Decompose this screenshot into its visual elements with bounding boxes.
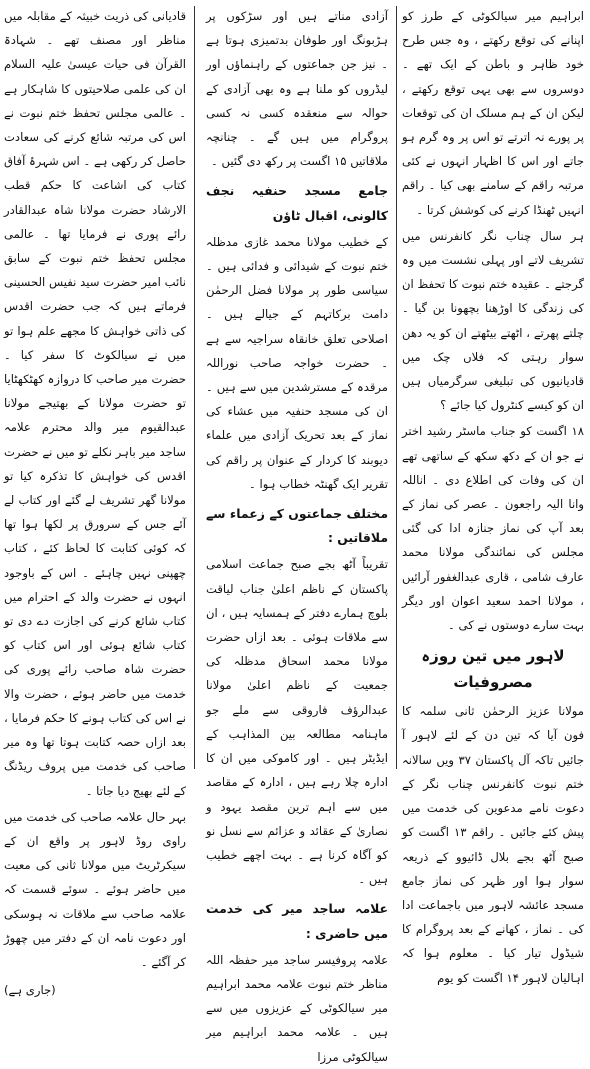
paragraph: قادیانی کی ذریت خبیثہ کے مقابلہ میں مناظر اور مصنف تھے ۔ شہادۃ القرآن فی حیات عیسیٰ علیہ السلام ان کی علمی صلاحیتوں کا شاہکار ہے ۔ عالمی مجلس تحفظ ختم نبوت نے اس کی مرتبہ شائع کرنے کی سعادت حاصل کر رکھی ہے ۔ اس شہرۂ آفاق کتاب کی اشاعت کا حکم قطب الارشاد حضرت مولانا شاہ عبدالقادر رائے پوری نے فرمایا تھا ۔ عالمی مجلس تحفظ ختم نبوت کے سابق نائب امیر حضرت سید نفیس الحسینی فرماتے ہیں کہ جب حضرت اقدس کی ذاتی خواہش کا مجھے علم ہوا تو میں نے سیالکوٹ کا سفر کیا ۔ حضرت میر صاحب کا دروازہ کھٹکھٹایا تو حضرت مولانا کے بھتیجے مولانا عبدالقیوم میر والد محترم علامہ ساجد میر باہر نکلے تو میں نے حضرت اقدس کی خواہش کا تذکرہ کیا تو مولانا گھر تشریف لے گئے اور کتاب لے آئے جس کے سرورق پر لکھا ہوا تھا کہ کوئی کتابت کا لحاظ کئے ، کتاب چھپنی نہیں چاہئے ۔ اس کے باوجود انہوں نے حضرت والد کے احترام میں کتاب شائع کرنے کی اجازت دے دی تو کتاب شائع ہوئی اور اس کتاب کو حضرت شاہ صاحب رائے پوری کی خدمت میں حاضر ہوئے ، حضرت والا نے اس کی کتاب ہونے کا حکم فرمایا ، بعد ازاں حصہ کتابت ہوتا تھا وہ میر صاحب کی خدمت میں پروف ریڈنگ کے لئے بھیج دیا جاتا ۔ bbox=[4, 9, 186, 798]
paragraph: مولانا عزیز الرحمٰن ثانی سلمہ کا فون آیا کہ تین دن کے لئے لاہور آ جائیں تاکہ آل پاکستان ۳۷ ویں سالانہ ختم نبوت کانفرنس چناب نگر کے دعوت نامے مدعوین کی خدمت میں پیش کئے جائیں ۔ راقم ۱۳ اگست کو صبح آٹھ بجے بلال ڈائیوو کے ذریعہ سوار ہوا اور ظہر کی نماز جامع مسجد عائشہ لاہور میں باجماعت ادا کی ۔ نماز ، کھانے کے بعد پروگرام کا شیڈول تیار کیا ۔ معلوم ہوا کہ اہالیان لاہور ۱۴ اگست کو یوم bbox=[402, 704, 584, 985]
paragraph: آزادی مناتے ہیں اور سڑکوں پر ہڑبونگ اور طوفان بدتمیزی ہوتا ہے ۔ نیز جن جماعتوں کے راہنماؤں اور لیڈروں کو ملنا ہے وہ بھی آزادی کے حوالہ سے منعقدہ کسی نہ کسی پروگرام میں ہیں گے ۔ چنانچہ ملاقاتیں ۱۵ اگست پر رکھ دی گئیں ۔ bbox=[206, 9, 388, 169]
paragraph: بہر حال علامہ صاحب کی خدمت میں راوی روڈ لاہور پر واقع ان کے سیکرٹریٹ میں مولانا ثانی کی معیت میں حاضر ہوئے ۔ سوئے قسمت کہ علامہ صاحب سے ملاقات نہ ہوسکی اور دعوت نامہ ان کے دفتر میں چھوڑ کر آگئے ۔ bbox=[4, 809, 186, 969]
column-right bbox=[402, 4, 584, 985]
subheading-meetings: مختلف جماعتوں کے زعماء سے ملاقاتیں : bbox=[206, 506, 388, 546]
paragraph: ابراہیم میر سیالکوٹی کے طرز کو اپنانے کی توقع رکھتے ، وہ جس طرح خود ظاہر و باطن کے ایک تھے ۔ دوسروں سے بھی یہی توقع رکھتے ، لیکن ان کے ہم مسلک ان کی توقعات پر پورے نہ اترتے تو اس پر وہ گرم ہو جاتے اور اس کا اظہار انہوں نے کئی مرتبہ راقم کے سامنے بھی کیا ۔ راقم انہیں ٹھنڈا کرنے کی کوشش کرتا ۔ bbox=[402, 9, 584, 217]
column-divider bbox=[396, 6, 397, 769]
paragraph: ہر سال چناب نگر کانفرنس میں تشریف لاتے اور پہلی نشست میں وہ گرجتے ۔ عقیدہ ختم نبوت کا تحفظ ان کی زندگی کا اوڑھنا بچھونا بن گیا ۔ چلتے پھرتے ، اٹھتے بیٹھتے ان کو یہ دھن سوار رہتی کہ فلاں چک میں قادیانیوں کی تبلیغی سرگرمیاں ہیں ان کو کیسے کنٹرول کیا جائے ؟ bbox=[402, 228, 584, 413]
subheading-sajid-mir: علامہ ساجد میر کی خدمت میں حاضری : bbox=[206, 901, 388, 941]
column-middle bbox=[206, 4, 388, 1064]
column-left bbox=[4, 4, 186, 998]
continued-note: (جاری ہے) bbox=[4, 983, 56, 998]
paragraph: علامہ پروفیسر ساجد میر حفظہ اللہ مناظر ختم نبوت علامہ محمد ابراہیم میر سیالکوٹی کے عزیزوں میں سے ہیں ۔ علامہ محمد ابراہیم میر سیالکوٹی مرزا bbox=[206, 952, 388, 1064]
paragraph: ۱۸ اگست کو جناب ماسٹر رشید اختر نے جو ان کے دکھ سکھ کے ساتھی تھے ان کی وفات کی اطلاع دی ۔ اناللہ وانا الیہ راجعون ۔ عصر کی نماز کے بعد آپ کی نماز جنازہ ادا کی گئی مجلس کی نمائندگی مولانا محمد عارف شامی ، قاری عبدالغفور آرائیں ، مولانا احمد سعید اعوان اور دیگر بہت سارے دوستوں نے کی ۔ bbox=[402, 424, 584, 633]
subheading-jamia-masjid: جامع مسجد حنفیہ نجف کالونی، اقبال ٹاؤن bbox=[206, 183, 388, 223]
paragraph: تقریباً آٹھ بجے صبح جماعت اسلامی پاکستان کے ناظم اعلیٰ جناب لیاقت بلوچ ہمارے دفتر کے ہمسایہ ہیں ، ان سے ملاقات ہوئی ۔ بعد ازاں حضرت مولانا محمد اسحاق مدظلہ کی جمعیت کے ناظم اعلیٰ مولانا عبدالرؤف فاروقی سے ملے جو ماہنامہ مطالعہ بین المذاہب کے ایڈیٹر ہیں ۔ اور کاموکی میں ان کا ادارہ چلا رہے ہیں ، ادارہ کے مقاصد میں سے اہم ترین مقصد یہود و نصاریٰ کے عقائد و عزائم سے نسل نو کو آگاہ کرنا ہے ۔ بہت اچھے خطیب ہیں ۔ bbox=[206, 557, 388, 887]
column-divider bbox=[194, 6, 195, 769]
section-heading-lahore: لاہور میں تین روزہ مصروفیات bbox=[421, 647, 565, 692]
paragraph: کے خطیب مولانا محمد غازی مدظلہ ختم نبوت کے شیدائی و فدائی ہیں ۔ سیاسی طور پر مولانا فضل الرحمٰن دامت برکاتہم کے جیالے ہیں ۔ اصلاحی تعلق خانقاہ سراجیہ سے ہے ۔ حضرت خواجہ صاحب نوراللہ مرقدہ کے مسترشدین میں سے ہیں ۔ ان کی مسجد حنفیہ میں عشاء کی نماز کے بعد تحریک آزادی میں علماء دیوبند کا کردار کے عنوان پر راقم کی تقریر ایک گھنٹہ خطاب ہوا ۔ bbox=[206, 234, 388, 491]
